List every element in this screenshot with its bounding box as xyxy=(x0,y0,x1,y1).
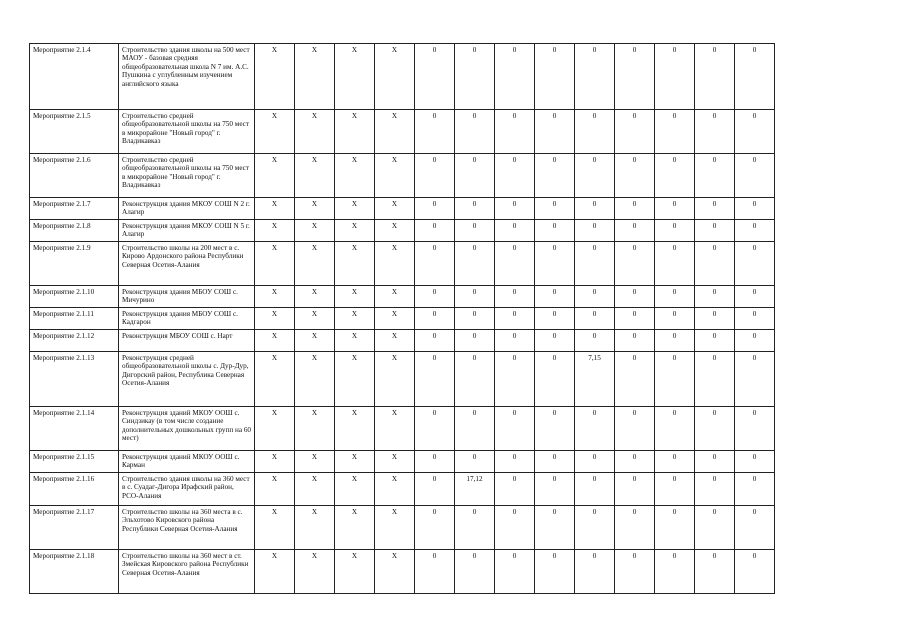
value-cell: X xyxy=(375,352,415,407)
value-cell: 0 xyxy=(615,154,655,198)
value-cell: 0 xyxy=(415,506,455,550)
value-cell: 0 xyxy=(415,286,455,308)
value-cell: 0 xyxy=(415,110,455,154)
value-cell: 0 xyxy=(535,330,575,352)
value-cell: 0 xyxy=(695,407,735,451)
value-cell: 0 xyxy=(695,220,735,242)
value-cell: X xyxy=(375,44,415,110)
value-cell: 0 xyxy=(415,44,455,110)
value-cell: X xyxy=(335,286,375,308)
value-cell: 0 xyxy=(695,286,735,308)
value-cell: 0 xyxy=(535,44,575,110)
value-cell: 0 xyxy=(415,550,455,594)
value-cell: X xyxy=(255,407,295,451)
value-cell: 0 xyxy=(495,220,535,242)
value-cell: 0 xyxy=(615,330,655,352)
value-cell: 0 xyxy=(455,506,495,550)
value-cell: 0 xyxy=(415,330,455,352)
value-cell: 0 xyxy=(615,550,655,594)
value-cell: 0 xyxy=(735,550,775,594)
value-cell: X xyxy=(295,198,335,220)
value-cell: 7,15 xyxy=(575,352,615,407)
value-cell: 0 xyxy=(615,286,655,308)
value-cell: X xyxy=(295,473,335,506)
value-cell: 0 xyxy=(695,330,735,352)
value-cell: 0 xyxy=(455,220,495,242)
table-row xyxy=(30,407,775,451)
value-cell: 0 xyxy=(615,198,655,220)
measure-name-cell: Реконструкция средней общеобразовательной школы с. Дур-Дур, Дигорский район, Республика Северная Осетия-Алания xyxy=(119,352,255,407)
value-cell: 0 xyxy=(535,198,575,220)
table-row xyxy=(30,506,775,550)
value-cell: 0 xyxy=(455,407,495,451)
value-cell: 0 xyxy=(495,44,535,110)
value-cell: 0 xyxy=(415,154,455,198)
measure-id-cell: Мероприятие 2.1.9 xyxy=(30,242,119,286)
value-cell: 0 xyxy=(735,506,775,550)
measure-name-cell: Строительство средней общеобразовательной школы на 750 мест в микрорайоне "Новый город" г. Владикавказ xyxy=(119,110,255,154)
value-cell: 0 xyxy=(615,220,655,242)
program-table xyxy=(29,43,775,594)
value-cell: X xyxy=(295,407,335,451)
value-cell: 0 xyxy=(695,44,735,110)
value-cell: 0 xyxy=(455,242,495,286)
value-cell: 0 xyxy=(495,154,535,198)
value-cell: 0 xyxy=(455,110,495,154)
table-row xyxy=(30,242,775,286)
value-cell: X xyxy=(335,198,375,220)
value-cell: 0 xyxy=(455,352,495,407)
measure-name-cell: Реконструкция здания МКОУ СОШ N 5 г. Алагир xyxy=(119,220,255,242)
measure-id-cell: Мероприятие 2.1.14 xyxy=(30,407,119,451)
value-cell: 0 xyxy=(415,473,455,506)
value-cell: 0 xyxy=(695,198,735,220)
table-row xyxy=(30,451,775,473)
value-cell: X xyxy=(295,110,335,154)
measure-name-cell: Реконструкция здания МКОУ СОШ N 2 г. Алагир xyxy=(119,198,255,220)
measure-name-cell: Реконструкция здания МБОУ СОШ с. Мичурино xyxy=(119,286,255,308)
value-cell: 0 xyxy=(535,407,575,451)
table-row xyxy=(30,198,775,220)
table-row xyxy=(30,44,775,110)
value-cell: X xyxy=(295,154,335,198)
value-cell: 0 xyxy=(655,550,695,594)
value-cell: 0 xyxy=(455,286,495,308)
value-cell: 0 xyxy=(415,407,455,451)
value-cell: 0 xyxy=(495,242,535,286)
value-cell: 0 xyxy=(735,242,775,286)
value-cell: 0 xyxy=(695,308,735,330)
value-cell: X xyxy=(295,242,335,286)
measure-name-cell: Реконструкция зданий МКОУ ООШ с. Синдзикау (в том числе создание дополнительных дошкольных групп на 60 мест) xyxy=(119,407,255,451)
value-cell: 0 xyxy=(655,44,695,110)
value-cell: X xyxy=(255,473,295,506)
value-cell: 0 xyxy=(495,352,535,407)
value-cell: 0 xyxy=(615,352,655,407)
value-cell: 17,12 xyxy=(455,473,495,506)
value-cell: 0 xyxy=(535,110,575,154)
value-cell: 0 xyxy=(575,286,615,308)
value-cell: X xyxy=(255,242,295,286)
value-cell: 0 xyxy=(495,451,535,473)
value-cell: X xyxy=(255,220,295,242)
value-cell: 0 xyxy=(615,110,655,154)
value-cell: 0 xyxy=(415,220,455,242)
value-cell: 0 xyxy=(695,110,735,154)
value-cell: X xyxy=(335,110,375,154)
measure-name-cell: Строительство школы на 360 места в с. Эльхотово Кировского района Республики Северная Осетия-Алания xyxy=(119,506,255,550)
value-cell: 0 xyxy=(495,308,535,330)
value-cell: X xyxy=(375,110,415,154)
value-cell: X xyxy=(255,198,295,220)
measure-name-cell: Строительство средней общеобразовательной школы на 750 мест в микрорайоне "Новый город" г. Владикавказ xyxy=(119,154,255,198)
measure-name-cell: Реконструкция МБОУ СОШ с. Нарт xyxy=(119,330,255,352)
value-cell: X xyxy=(255,308,295,330)
measure-id-cell: Мероприятие 2.1.13 xyxy=(30,352,119,407)
value-cell: X xyxy=(295,330,335,352)
value-cell: X xyxy=(255,352,295,407)
value-cell: 0 xyxy=(735,330,775,352)
value-cell: 0 xyxy=(655,352,695,407)
value-cell: X xyxy=(375,308,415,330)
value-cell: X xyxy=(295,451,335,473)
value-cell: X xyxy=(335,330,375,352)
value-cell: 0 xyxy=(495,473,535,506)
value-cell: 0 xyxy=(495,330,535,352)
measure-id-cell: Мероприятие 2.1.6 xyxy=(30,154,119,198)
value-cell: X xyxy=(255,451,295,473)
value-cell: 0 xyxy=(735,286,775,308)
value-cell: 0 xyxy=(415,308,455,330)
value-cell: 0 xyxy=(695,473,735,506)
value-cell: 0 xyxy=(455,154,495,198)
measure-id-cell: Мероприятие 2.1.8 xyxy=(30,220,119,242)
value-cell: X xyxy=(375,550,415,594)
value-cell: X xyxy=(335,220,375,242)
value-cell: 0 xyxy=(575,242,615,286)
value-cell: 0 xyxy=(735,220,775,242)
value-cell: 0 xyxy=(655,308,695,330)
value-cell: 0 xyxy=(655,286,695,308)
value-cell: 0 xyxy=(655,473,695,506)
value-cell: 0 xyxy=(615,451,655,473)
value-cell: X xyxy=(375,451,415,473)
value-cell: 0 xyxy=(735,44,775,110)
value-cell: 0 xyxy=(695,242,735,286)
value-cell: 0 xyxy=(735,154,775,198)
value-cell: 0 xyxy=(615,506,655,550)
table-row xyxy=(30,286,775,308)
value-cell: 0 xyxy=(695,352,735,407)
value-cell: X xyxy=(255,154,295,198)
value-cell: X xyxy=(295,308,335,330)
table-row xyxy=(30,220,775,242)
value-cell: 0 xyxy=(455,550,495,594)
value-cell: 0 xyxy=(575,110,615,154)
value-cell: 0 xyxy=(655,220,695,242)
value-cell: X xyxy=(375,286,415,308)
value-cell: X xyxy=(335,451,375,473)
table-row xyxy=(30,110,775,154)
value-cell: X xyxy=(375,473,415,506)
value-cell: 0 xyxy=(735,198,775,220)
value-cell: 0 xyxy=(575,44,615,110)
measure-id-cell: Мероприятие 2.1.16 xyxy=(30,473,119,506)
measure-name-cell: Строительство школы на 360 мест в ст. Змейская Кировского района Республики Северная Осетия-Алания xyxy=(119,550,255,594)
measure-name-cell: Реконструкция здания МБОУ СОШ с. Кадгарон xyxy=(119,308,255,330)
value-cell: 0 xyxy=(535,473,575,506)
value-cell: X xyxy=(255,110,295,154)
value-cell: 0 xyxy=(655,407,695,451)
value-cell: 0 xyxy=(455,330,495,352)
value-cell: 0 xyxy=(535,242,575,286)
value-cell: 0 xyxy=(495,198,535,220)
value-cell: 0 xyxy=(455,308,495,330)
value-cell: 0 xyxy=(535,220,575,242)
value-cell: 0 xyxy=(575,473,615,506)
table-row xyxy=(30,550,775,594)
value-cell: X xyxy=(375,198,415,220)
measure-id-cell: Мероприятие 2.1.7 xyxy=(30,198,119,220)
value-cell: 0 xyxy=(415,352,455,407)
value-cell: 0 xyxy=(695,550,735,594)
measure-name-cell: Строительство школы на 200 мест в с. Кирово Ардонского района Республики Северная Осетия-Алания xyxy=(119,242,255,286)
value-cell: 0 xyxy=(615,44,655,110)
value-cell: 0 xyxy=(655,154,695,198)
table-row xyxy=(30,352,775,407)
value-cell: 0 xyxy=(535,451,575,473)
value-cell: 0 xyxy=(575,154,615,198)
value-cell: 0 xyxy=(615,242,655,286)
value-cell: 0 xyxy=(455,451,495,473)
measure-id-cell: Мероприятие 2.1.18 xyxy=(30,550,119,594)
table-row xyxy=(30,473,775,506)
value-cell: X xyxy=(255,330,295,352)
measure-id-cell: Мероприятие 2.1.12 xyxy=(30,330,119,352)
value-cell: 0 xyxy=(735,352,775,407)
value-cell: 0 xyxy=(535,550,575,594)
measure-id-cell: Мероприятие 2.1.15 xyxy=(30,451,119,473)
value-cell: 0 xyxy=(495,550,535,594)
value-cell: X xyxy=(295,44,335,110)
value-cell: X xyxy=(375,506,415,550)
value-cell: 0 xyxy=(655,242,695,286)
value-cell: 0 xyxy=(535,286,575,308)
value-cell: X xyxy=(335,154,375,198)
value-cell: 0 xyxy=(495,506,535,550)
value-cell: X xyxy=(335,44,375,110)
value-cell: 0 xyxy=(735,451,775,473)
value-cell: 0 xyxy=(495,110,535,154)
value-cell: X xyxy=(375,330,415,352)
table-row xyxy=(30,330,775,352)
value-cell: 0 xyxy=(735,308,775,330)
value-cell: 0 xyxy=(695,154,735,198)
value-cell: 0 xyxy=(575,220,615,242)
value-cell: 0 xyxy=(575,308,615,330)
value-cell: 0 xyxy=(415,451,455,473)
value-cell: 0 xyxy=(455,44,495,110)
value-cell: X xyxy=(295,550,335,594)
value-cell: 0 xyxy=(695,451,735,473)
value-cell: 0 xyxy=(655,330,695,352)
value-cell: 0 xyxy=(655,506,695,550)
value-cell: X xyxy=(295,286,335,308)
value-cell: X xyxy=(375,154,415,198)
value-cell: X xyxy=(335,550,375,594)
value-cell: 0 xyxy=(735,473,775,506)
measure-name-cell: Строительство здания школы на 360 мест в с. Суадаг-Дигора Ирафский район, РСО-Алания xyxy=(119,473,255,506)
measure-id-cell: Мероприятие 2.1.5 xyxy=(30,110,119,154)
measure-name-cell: Строительство здания школы на 500 мест МАОУ - базовая средняя общеобразовательная школа N 7 им. А.С. Пушкина с углубленным изучением английского языка xyxy=(119,44,255,110)
value-cell: X xyxy=(255,286,295,308)
value-cell: 0 xyxy=(615,308,655,330)
value-cell: 0 xyxy=(575,506,615,550)
value-cell: 0 xyxy=(575,330,615,352)
measure-id-cell: Мероприятие 2.1.11 xyxy=(30,308,119,330)
value-cell: X xyxy=(295,506,335,550)
value-cell: 0 xyxy=(655,110,695,154)
measure-id-cell: Мероприятие 2.1.4 xyxy=(30,44,119,110)
value-cell: 0 xyxy=(415,198,455,220)
value-cell: X xyxy=(375,220,415,242)
value-cell: X xyxy=(255,550,295,594)
value-cell: 0 xyxy=(735,407,775,451)
value-cell: X xyxy=(255,44,295,110)
value-cell: 0 xyxy=(415,242,455,286)
value-cell: X xyxy=(335,473,375,506)
value-cell: 0 xyxy=(575,451,615,473)
value-cell: X xyxy=(335,506,375,550)
value-cell: 0 xyxy=(615,407,655,451)
value-cell: X xyxy=(295,220,335,242)
value-cell: 0 xyxy=(655,198,695,220)
value-cell: 0 xyxy=(535,308,575,330)
value-cell: 0 xyxy=(575,198,615,220)
value-cell: 0 xyxy=(575,407,615,451)
measure-id-cell: Мероприятие 2.1.17 xyxy=(30,506,119,550)
value-cell: 0 xyxy=(495,286,535,308)
value-cell: X xyxy=(335,308,375,330)
value-cell: 0 xyxy=(535,154,575,198)
value-cell: 0 xyxy=(495,407,535,451)
value-cell: X xyxy=(335,407,375,451)
value-cell: X xyxy=(335,352,375,407)
value-cell: X xyxy=(335,242,375,286)
measure-name-cell: Реконструкция зданий МКОУ ООШ с. Карман xyxy=(119,451,255,473)
value-cell: 0 xyxy=(615,473,655,506)
value-cell: 0 xyxy=(655,451,695,473)
measure-id-cell: Мероприятие 2.1.10 xyxy=(30,286,119,308)
value-cell: 0 xyxy=(735,110,775,154)
value-cell: 0 xyxy=(535,352,575,407)
value-cell: X xyxy=(255,506,295,550)
value-cell: X xyxy=(375,407,415,451)
table-row xyxy=(30,308,775,330)
value-cell: 0 xyxy=(575,550,615,594)
value-cell: 0 xyxy=(535,506,575,550)
value-cell: X xyxy=(295,352,335,407)
value-cell: 0 xyxy=(455,198,495,220)
value-cell: 0 xyxy=(695,506,735,550)
table-row xyxy=(30,154,775,198)
value-cell: X xyxy=(375,242,415,286)
